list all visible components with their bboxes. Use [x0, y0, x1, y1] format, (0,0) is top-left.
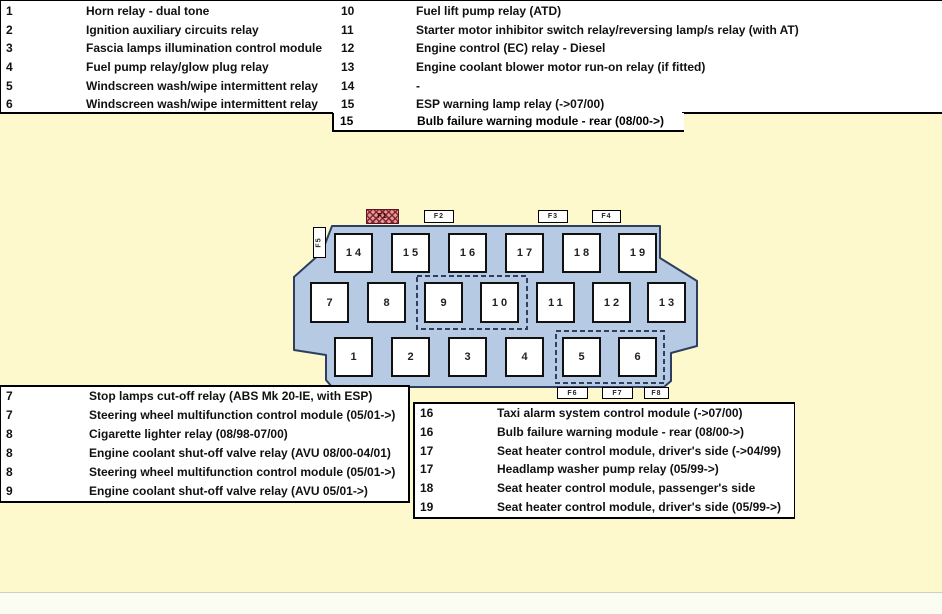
- relay-description: Fascia lamps illumination control module: [86, 41, 323, 56]
- relay-number: 7: [6, 389, 13, 403]
- relay-description: ESP warning lamp relay (->07/00): [416, 97, 605, 112]
- relay-number: 17: [420, 443, 434, 458]
- relay-number: 13: [341, 60, 355, 75]
- legend-row: [1, 406, 408, 425]
- fuse-label-text: F1: [377, 213, 388, 220]
- relay-slot-15: 15: [391, 233, 430, 273]
- relay-number: 16: [420, 406, 434, 420]
- relay-number: 11: [341, 22, 354, 37]
- relay-slot-19: 19: [618, 233, 657, 273]
- relay-description: Horn relay - dual tone: [86, 4, 210, 18]
- relay-description: Cigarette lighter relay (08/98-07/00): [89, 427, 288, 441]
- relay-slot-7: 7: [310, 282, 349, 323]
- relay-slot-11: 11: [536, 282, 575, 323]
- fuse-label-f2: [424, 210, 454, 223]
- legend-row: [1, 425, 408, 444]
- fuse-label-f4: [592, 210, 621, 223]
- fuse-label-f5: [313, 227, 326, 258]
- relay-slot-2: 2: [391, 337, 430, 377]
- relay-number: 7: [6, 408, 13, 422]
- relay-number: 8: [6, 427, 13, 441]
- relay-slot-1: 1: [334, 337, 373, 377]
- relay-description: Fuel lift pump relay (ATD): [416, 4, 562, 18]
- relay-number: 16: [420, 424, 434, 439]
- legend-row: [1, 444, 408, 463]
- relay-description: Engine coolant shut-off valve relay (AVU 08/00-04/01): [89, 446, 391, 460]
- relay-slot-3: 3: [448, 337, 487, 377]
- legend-row: [1, 39, 322, 58]
- legend-row: [415, 442, 794, 461]
- relay-number: 15: [340, 114, 354, 128]
- relay-slot-4: 4: [505, 337, 544, 377]
- legend-row: [1, 387, 408, 406]
- fuse-label-f1-hatched: [366, 209, 399, 224]
- relay-number: 12: [341, 41, 355, 56]
- legend-row: [415, 479, 794, 498]
- relay-slot-9: 9: [424, 282, 463, 323]
- fuse-label-text: F2: [433, 213, 445, 220]
- relay-description: -: [416, 78, 420, 93]
- relay-number: 17: [420, 462, 434, 477]
- relay-slot-18: 18: [562, 233, 601, 273]
- relay-slot-13: 13: [647, 282, 686, 323]
- legend-row: [339, 39, 799, 58]
- relay-description: Bulb failure warning module - rear (08/00->): [417, 114, 665, 128]
- relay-slot-16: 16: [448, 233, 487, 273]
- legend-row: [415, 423, 794, 442]
- fuse-label-f8: [644, 387, 669, 399]
- legend-row: [339, 58, 799, 77]
- relay-number: 19: [420, 499, 434, 514]
- relay-description: Engine coolant shut-off valve relay (AVU 05/01->): [89, 484, 368, 498]
- bottom-right-legend-table: [413, 402, 795, 519]
- relay-description: Windscreen wash/wipe intermittent relay: [86, 97, 318, 112]
- table-bottom-border-left: [0, 112, 333, 114]
- relay-description: Seat heater control module, passenger's side: [497, 481, 756, 496]
- relay-number: 1: [6, 4, 13, 18]
- legend-row: [415, 460, 794, 479]
- relay-description: Taxi alarm system control module (->07/00): [497, 406, 743, 420]
- legend-row: [1, 77, 322, 96]
- relay-number: 2: [6, 22, 13, 37]
- relay-slot-12: 12: [592, 282, 631, 323]
- relay-number: 5: [6, 78, 13, 93]
- bottom-strip: [0, 592, 942, 614]
- legend-row: [415, 498, 794, 517]
- relay-number: 14: [341, 78, 355, 93]
- legend-row: [1, 21, 322, 40]
- fuse-label-text: F8: [651, 389, 662, 397]
- fuse-label-text: F5: [315, 237, 323, 248]
- fuse-label-text: F7: [612, 389, 623, 397]
- relay-slot-6: 6: [618, 337, 657, 377]
- fuse-label-f6: [557, 387, 588, 399]
- relay-description: Stop lamps cut-off relay (ABS Mk 20-IE, with ESP): [89, 389, 373, 403]
- fuse-label-text: F6: [567, 389, 578, 397]
- fuse-label-f3: [538, 210, 568, 223]
- legend-row: [339, 2, 799, 21]
- relay-number: 15: [341, 97, 355, 112]
- relay-number: 9: [6, 484, 13, 498]
- relay-description: Seat heater control module, driver's side (05/99->): [497, 499, 781, 514]
- legend-overflow-row: [332, 113, 684, 132]
- relay-number: 4: [6, 60, 13, 75]
- relay-slot-5: 5: [562, 337, 601, 377]
- legend-row: [1, 58, 322, 77]
- relay-number: 3: [6, 41, 13, 56]
- relay-number: 8: [6, 465, 13, 479]
- relay-description: Headlamp washer pump relay (05/99->): [497, 462, 719, 477]
- relay-slot-14: 14: [334, 233, 373, 273]
- fuse-label-f7: [602, 387, 633, 399]
- legend-row: [415, 404, 794, 423]
- relay-number: 8: [6, 446, 13, 460]
- relay-description: Bulb failure warning module - rear (08/00->): [497, 424, 745, 439]
- relay-description: Engine coolant blower motor run-on relay (if fitted): [416, 60, 706, 75]
- fuse-label-text: F3: [547, 213, 559, 220]
- table-bottom-border-right: [682, 112, 942, 114]
- relay-number: 18: [420, 481, 434, 496]
- legend-row: [1, 463, 408, 482]
- relay-description: Windscreen wash/wipe intermittent relay: [86, 78, 318, 93]
- top-legend-left-column: [1, 2, 322, 114]
- relay-slot-10: 10: [480, 282, 519, 323]
- relay-number: 10: [341, 4, 355, 18]
- relay-description: Seat heater control module, driver's side (->04/99): [497, 443, 781, 458]
- legend-row: [339, 21, 799, 40]
- legend-row: [339, 77, 799, 96]
- relay-description: Starter motor inhibitor switch relay/reversing lamp/s relay (with AT): [416, 22, 799, 37]
- relay-description: Fuel pump relay/glow plug relay: [86, 60, 269, 75]
- relay-description: Steering wheel multifunction control module (05/01->): [89, 465, 396, 479]
- top-legend-table: [0, 0, 942, 114]
- legend-row: [1, 482, 408, 501]
- relay-description: Engine control (EC) relay - Diesel: [416, 41, 606, 56]
- legend-row: [1, 2, 322, 21]
- relay-description: Steering wheel multifunction control module (05/01->): [89, 408, 396, 422]
- fuse-label-text: F4: [601, 213, 612, 220]
- bottom-left-legend-table: [0, 385, 410, 503]
- top-legend-right-column: [339, 2, 799, 114]
- relay-description: Ignition auxiliary circuits relay: [86, 22, 259, 37]
- relay-number: 6: [6, 97, 13, 112]
- relay-slot-8: 8: [367, 282, 406, 323]
- relay-slot-17: 17: [505, 233, 544, 273]
